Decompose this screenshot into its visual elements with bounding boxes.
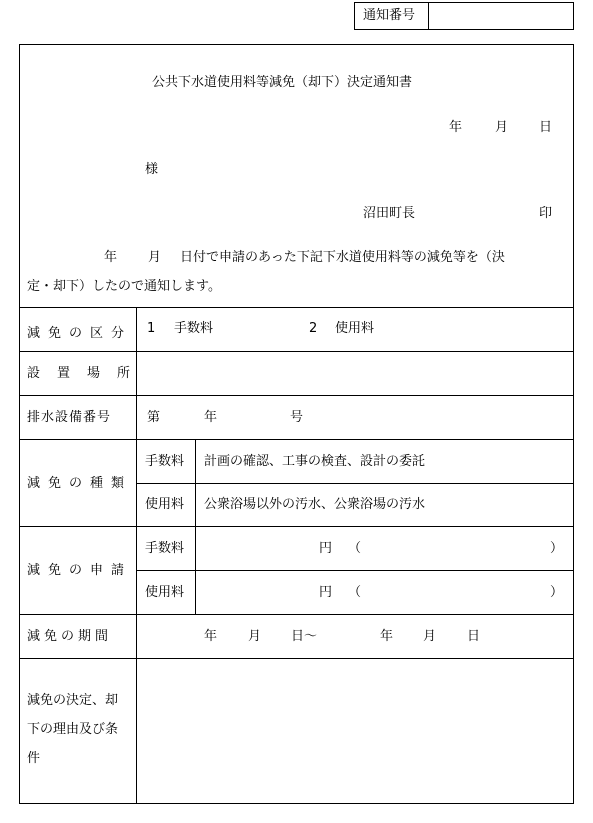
kubun-option2[interactable]: 使用料 [335,321,375,336]
rule-shinsei-mid [136,570,574,571]
bango-year: 年 [204,410,218,425]
kubun-label-text: 減免の区分 [27,326,133,341]
shurui-usage-label: 使用料 [145,497,185,512]
rule-header-bottom [19,307,574,308]
body-month: 月 [148,250,162,265]
rule-subtype-column [195,439,196,614]
shinsei-usage-paren-close: ） [550,585,564,600]
rule-basho-bottom [19,395,574,396]
kikan-end-day: 日 [467,629,481,644]
kikan-start-month: 月 [248,629,262,644]
notice-number-field[interactable] [436,9,566,23]
shinsei-usage-label: 使用料 [145,585,185,600]
addressee-honorific: 様 [145,162,159,177]
shurui-usage-value: 公衆浴場以外の汚水、公衆浴場の汚水 [204,497,426,512]
shinsei-usage-paren-open: （ [348,585,362,600]
document-title: 公共下水道使用料等減免（却下）決定通知書 [152,75,413,90]
kubun-option1[interactable]: 手数料 [174,321,214,336]
rule-shurui-bottom [19,526,574,527]
kubun-option1-number: 1 [147,321,156,336]
shinsei-fee-yen: 円 [319,541,333,556]
shinsei-fee-label: 手数料 [145,541,185,556]
riyu-label-line1: 減免の決定、却 [27,693,119,708]
notice-number-divider [428,2,429,30]
rule-label-column [136,307,137,804]
riyu-field[interactable] [144,670,564,790]
rule-kubun-bottom [19,351,574,352]
issuer-seal: 印 [539,206,553,221]
kubun-label [27,322,133,341]
body-text-line1: 日付で申請のあった下記下水道使用料等の減免等を（決 [180,250,505,265]
bango-number: 号 [290,410,304,425]
shinsei-usage-yen: 円 [319,585,333,600]
date-month: 月 [495,120,509,135]
rule-bango-bottom [19,439,574,440]
shurui-fee-label: 手数料 [145,454,185,469]
shinsei-fee-paren-open: （ [348,541,362,556]
kikan-start-day: 日〜 [291,629,318,644]
date-year: 年 [449,120,463,135]
date-day: 日 [539,120,553,135]
notice-number-label: 通知番号 [363,8,416,23]
body-text-line2: 定・却下）したので通知します。 [27,279,221,294]
kikan-end-year: 年 [380,629,394,644]
kubun-option2-number: 2 [309,321,318,336]
shurui-fee-value: 計画の確認、工事の検査、設計の委託 [204,454,426,469]
bango-label: 排水設備番号 [27,410,112,425]
body-year: 年 [104,250,118,265]
kikan-label: 減免の期間 [27,629,113,644]
riyu-label-line3: 件 [27,751,41,766]
kikan-start-year: 年 [204,629,218,644]
basho-label: 設置場所 [27,366,148,381]
bango-prefix: 第 [147,410,161,425]
basho-field[interactable] [144,367,564,381]
kikan-end-month: 月 [423,629,437,644]
shinsei-fee-paren-close: ） [550,541,564,556]
shinsei-label: 減免の申請 [27,563,133,578]
rule-shurui-mid [136,483,574,484]
rule-kikan-bottom [19,658,574,659]
rule-shinsei-bottom [19,614,574,615]
riyu-label-line2: 下の理由及び条 [27,722,119,737]
shurui-label: 減免の種類 [27,476,133,491]
issuer-name: 沼田町長 [363,206,416,221]
